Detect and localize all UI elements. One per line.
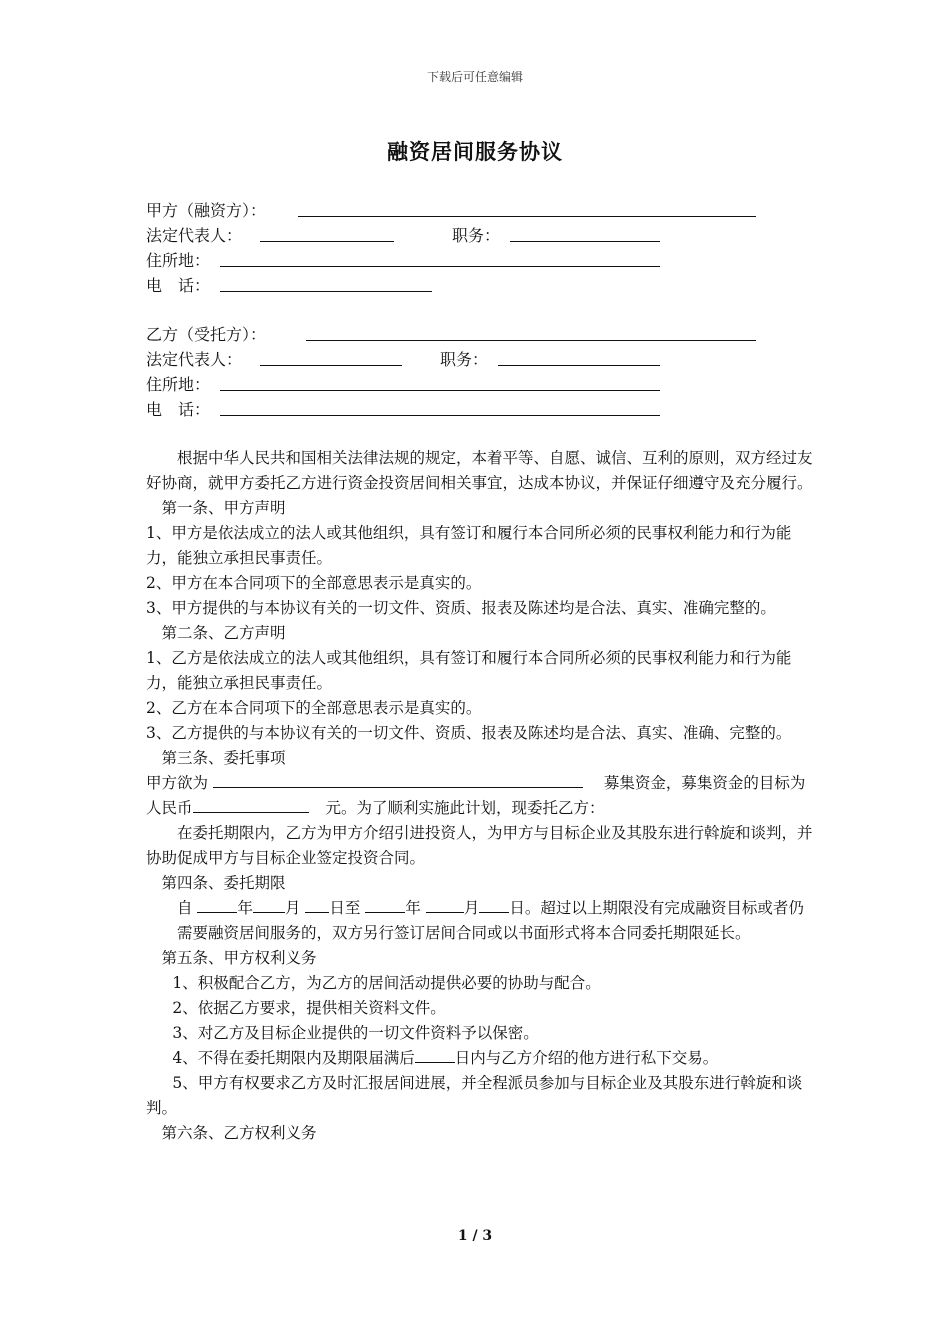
party-a-position-field[interactable]	[510, 223, 660, 242]
days-field[interactable]	[415, 1046, 455, 1063]
art1-heading: 第一条、甲方声明	[161, 499, 286, 517]
party-b-position-field[interactable]	[498, 347, 660, 366]
start-day-field[interactable]	[305, 896, 329, 913]
party-a-rep-label: 法定代表人：	[146, 226, 243, 245]
art2-heading: 第二条、乙方声明	[161, 624, 286, 642]
art3-text-c: 元。为了顺利实施此计划，现委托乙方：	[325, 799, 605, 817]
art2-item-2: 2、乙方在本合同项下的全部意思表示是真实的。	[146, 699, 482, 717]
start-month-field[interactable]	[253, 896, 285, 913]
art3-text-a: 甲方欲为	[146, 774, 209, 792]
party-a-phone-label: 电 话：	[146, 276, 211, 295]
party-b-phone-label: 电 话：	[146, 400, 211, 419]
art1-item-2: 2、甲方在本合同项下的全部意思表示是真实的。	[146, 574, 482, 592]
party-b-rep-field[interactable]	[260, 347, 402, 366]
art5-item-5: 5、甲方有权要求乙方及时汇报居间进展，并全程派员参加与目标企业及其股东进行斡旋和谈判。	[146, 1074, 803, 1117]
end-day-field[interactable]	[479, 896, 509, 913]
start-year-field[interactable]	[197, 896, 237, 913]
art1-item-3: 3、甲方提供的与本协议有关的一切文件、资质、报表及陈述均是合法、真实、准确完整的。	[146, 599, 776, 617]
party-a-rep-field[interactable]	[260, 223, 394, 242]
art4-heading: 第四条、委托期限	[161, 874, 286, 892]
art5-item-3: 3、对乙方及目标企业提供的一切文件资料予以保密。	[172, 1024, 539, 1042]
art6-heading: 第六条、乙方权利义务	[161, 1124, 317, 1142]
art1-item-1: 1、甲方是依法成立的法人或其他组织，具有签订和履行本合同所必须的民事权利能力和行为能力，能独立承担民事责任。	[146, 524, 792, 567]
party-b-position-label: 职务：	[440, 350, 489, 369]
party-a-position-label: 职务：	[452, 226, 501, 245]
purpose-field[interactable]	[213, 771, 583, 788]
art4-to: 日至	[329, 899, 361, 917]
art4-day-end: 日。超过以上期限没有完成融资目标或者仍需要融资居间服务的，双方另行签订居间合同或以书面形式将本合同委托期限延长。	[177, 899, 804, 942]
art4-month-2: 月	[463, 899, 480, 917]
art3-text-b: 募集资金，募集资金的目标为人民币	[146, 774, 806, 817]
agreement-body	[146, 446, 814, 1146]
party-a-address-label: 住所地：	[146, 251, 211, 270]
party-b-rep-label: 法定代表人：	[146, 350, 243, 369]
art4-year-2: 年	[405, 899, 421, 917]
party-a-name-label: 甲方（融资方）：	[146, 201, 267, 220]
art5-item-4	[146, 1046, 814, 1071]
party-a-name-field[interactable]	[298, 198, 756, 217]
art3-purpose	[146, 771, 814, 821]
art4-month-1: 月	[284, 899, 301, 917]
art3-para: 在委托期限内，乙方为甲方介绍引进投资人，为甲方与目标企业及其股东进行斡旋和谈判，并协助促成甲方与目标企业签定投资合同。	[146, 824, 813, 867]
art4-year-1: 年	[237, 899, 253, 917]
party-a-phone-field[interactable]	[220, 273, 432, 292]
party-a-address-field[interactable]	[220, 248, 660, 267]
art2-item-1: 1、乙方是依法成立的法人或其他组织，具有签订和履行本合同所必须的民事权利能力和行为能力，能独立承担民事责任。	[146, 649, 792, 692]
page-number: 1 / 3	[457, 1228, 493, 1244]
party-b-address-field[interactable]	[220, 372, 660, 391]
end-month-field[interactable]	[426, 896, 464, 913]
art5-item-2: 2、依据乙方要求，提供相关资料文件。	[172, 999, 446, 1017]
preamble: 根据中华人民共和国相关法律法规的规定，本着平等、自愿、诚信、互利的原则，双方经过友好协商，就甲方委托乙方进行资金投资居间相关事宜，达成本协议，并保证仔细遵守及充分履行。	[146, 449, 813, 492]
party-b-phone-field[interactable]	[220, 397, 660, 416]
art2-item-3: 3、乙方提供的与本协议有关的一切文件、资质、报表及陈述均是合法、真实、准确、完整的。	[146, 724, 792, 742]
art4-period	[146, 896, 814, 946]
party-b-name-field[interactable]	[306, 322, 756, 341]
page-header: 下载后可任意编辑	[426, 70, 523, 84]
art5-heading: 第五条、甲方权利义务	[161, 949, 317, 967]
document-title: 融资居间服务协议	[387, 139, 563, 164]
party-b-address-label: 住所地：	[146, 375, 211, 394]
end-year-field[interactable]	[365, 896, 405, 913]
art5-item-4-b: 日内与乙方介绍的他方进行私下交易。	[454, 1049, 719, 1067]
art3-heading: 第三条、委托事项	[161, 749, 286, 767]
party-b-name-label: 乙方（受托方）：	[146, 325, 267, 344]
amount-field[interactable]	[193, 796, 309, 813]
art5-item-4-a: 4、不得在委托期限内及期限届满后	[172, 1049, 415, 1067]
art4-from: 自	[177, 899, 193, 917]
art5-item-1: 1、积极配合乙方，为乙方的居间活动提供必要的协助与配合。	[172, 974, 601, 992]
